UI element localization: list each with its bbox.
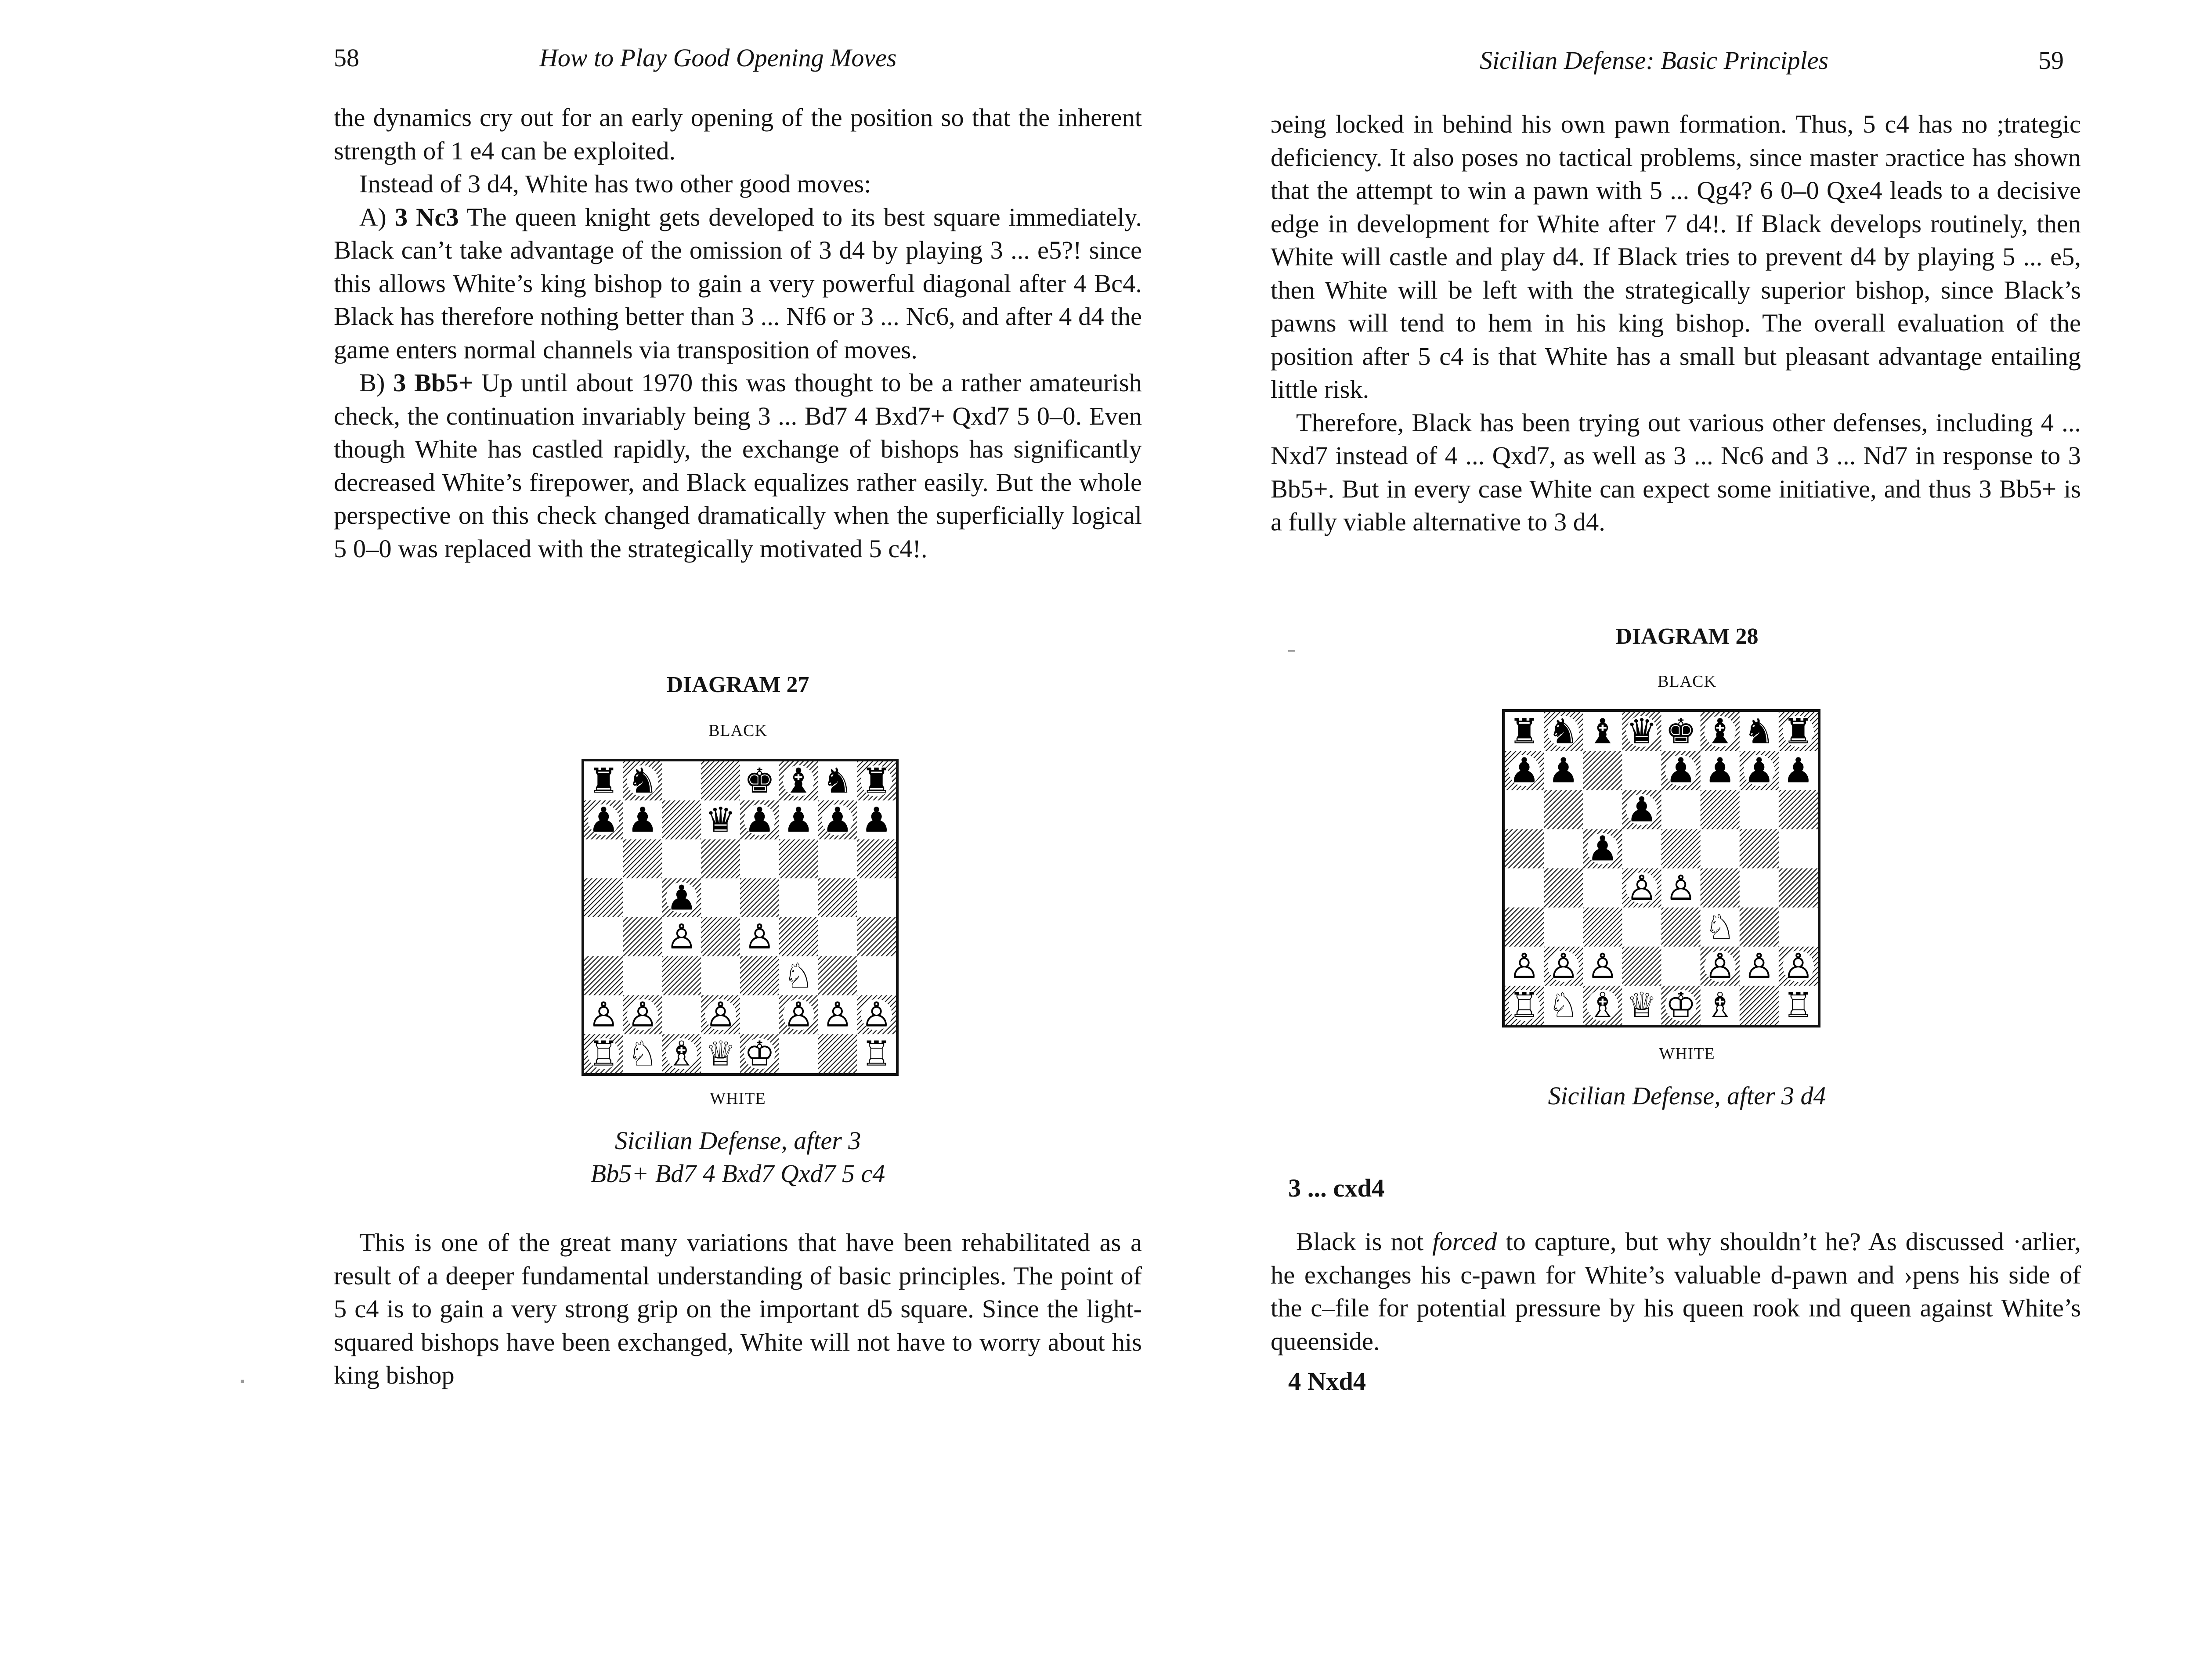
white-queen-icon: ♕ xyxy=(1626,985,1658,1025)
diagram-27-title: DIAGRAM 27 xyxy=(666,672,809,697)
white-pawn-icon: ♙ xyxy=(1705,946,1736,987)
dark-square-h4 xyxy=(857,917,896,956)
white-knight-icon: ♘ xyxy=(1705,907,1736,947)
dark-square-a3 xyxy=(584,956,623,995)
white-king-icon: ♔ xyxy=(744,1034,775,1073)
black-pawn-icon: ♟ xyxy=(783,800,814,840)
black-rook-icon: ♜ xyxy=(861,761,892,801)
left-para-5: This is one of the great many variations that have been rehabilitated as a result of a deeper fundamental understanding of basic principles. The point of 5 c4 is to gain a very strong grip on the important d5 square. Since the light-squared bishops have been exchanged, White will not have to worry about his king bishop xyxy=(334,1228,1142,1389)
black-pawn-icon: ♟ xyxy=(1705,750,1736,791)
left-para-3: A) 3 Nc3 The queen knight gets developed to its best square immediately. Black can’t take advantage of the omission of 3 d4 by playing 3 ... e5?! since this allows White’s king bishop to gain a very powerful diagonal after 4 Bc4. Black has therefore nothing better than 3 ... Nf6 or 3 ... Nc6, and after 4 d4 the game enters normal channels via transposition of moves. xyxy=(334,202,1142,364)
move-3-nc3: 3 Nc3 xyxy=(394,202,459,231)
black-king-icon: ♚ xyxy=(1665,712,1697,752)
white-queen-icon: ♕ xyxy=(705,1034,736,1073)
black-rook-icon: ♜ xyxy=(588,761,619,801)
diagram-28-caption: Sicilian Defense, after 3 d4 xyxy=(1548,1082,1826,1110)
dark-square-f6 xyxy=(1701,790,1740,829)
dark-square-f6 xyxy=(779,840,818,879)
right-running-head: Sicilian Defense: Basic Principles xyxy=(1480,46,1829,75)
black-pawn-icon: ♟ xyxy=(744,800,775,840)
right-para-3: Black is not forced to capture, but why shouldn’t he? As discussed ·arlier, he exchanges his c-pawn for White’s valuable d-pawn and ›pens his side of the c–file for potential pressure by his queen rook ınd queen against White’s queenside. xyxy=(1271,1227,2081,1356)
diagram-28-svg xyxy=(1505,712,1818,1025)
diagram-28-title: DIAGRAM 28 xyxy=(1615,624,1759,649)
black-pawn-icon: ♟ xyxy=(1509,750,1540,791)
dark-square-a3 xyxy=(1505,908,1544,947)
black-pawn-icon: ♟ xyxy=(666,878,697,918)
white-pawn-icon: ♙ xyxy=(861,995,892,1035)
white-pawn-icon: ♙ xyxy=(1587,946,1618,987)
dark-square-b4 xyxy=(623,917,662,956)
right-para-1: ɔeing locked in behind his own pawn formation. Thus, 5 c4 has no ;trategic deficiency. It also poses no tactical problems, since master ɔractice has shown that the attempt to win a pawn with 5 ... Qg4? 6 0–0 Qxe4 leads to a decisive edge in development for White after 7 d4!. If Black develops routinely, then White will castle and play d4. If Black tries to prevent d4 by playing 5 ... e5, then White will be left with the strategically superior bishop, since Black’s pawns will tend to hem in his king bishop. The overall evaluation of the position after 5 c4 is that White has a small but pleasant advantage entailing little risk. xyxy=(1271,110,2081,404)
dark-square-c3 xyxy=(662,956,701,995)
right-para-2: Therefore, Black has been trying out various other defenses, including 4 ... Nxd7 instead of 4 ... Qxd7, as well as 3 ... Nc6 and 3 ... Nd7 in response to 3 Bb5+. But in every case White can expect some initiative, and thus 3 Bb5+ is a fully viable alternative to 3 d4. xyxy=(1271,408,2081,536)
diagram-28-white-label: WHITE xyxy=(1659,1045,1715,1063)
dark-square-b4 xyxy=(1544,869,1583,908)
black-pawn-icon: ♟ xyxy=(861,800,892,840)
white-rook-icon: ♖ xyxy=(861,1034,892,1073)
left-para-1: the dynamics cry out for an early opening of the position so that the inherent strength of 1 e4 can be exploited. xyxy=(334,103,1142,165)
diagram-28-black-label: BLACK xyxy=(1658,672,1716,691)
black-pawn-icon: ♟ xyxy=(1548,750,1579,791)
dark-square-h6 xyxy=(857,840,896,879)
black-king-icon: ♚ xyxy=(744,761,775,801)
dark-square-a5 xyxy=(1505,829,1544,868)
white-pawn-icon: ♙ xyxy=(1665,868,1697,908)
white-knight-icon: ♘ xyxy=(1548,985,1579,1025)
dark-square-g1 xyxy=(1740,986,1779,1025)
black-pawn-icon: ♟ xyxy=(1744,750,1775,791)
black-knight-icon: ♞ xyxy=(822,761,853,801)
move-4-nxd4: 4 Nxd4 xyxy=(1288,1367,1366,1395)
dark-square-h4 xyxy=(1779,869,1818,908)
left-page-number: 58 xyxy=(334,43,359,72)
white-pawn-icon: ♙ xyxy=(1548,946,1579,987)
dark-square-g3 xyxy=(1740,908,1779,947)
dark-square-d8 xyxy=(701,761,740,800)
white-pawn-icon: ♙ xyxy=(1744,946,1775,987)
dark-square-e3 xyxy=(1661,908,1701,947)
left-running-head: How to Play Good Opening Moves xyxy=(539,43,897,72)
diagram-27-board xyxy=(582,759,899,1076)
left-para-2: Instead of 3 d4, White has two other good moves: xyxy=(359,169,871,198)
dark-square-f4 xyxy=(1701,869,1740,908)
dark-square-d2 xyxy=(1622,947,1661,986)
white-pawn-icon: ♙ xyxy=(588,995,619,1035)
white-pawn-icon: ♙ xyxy=(783,995,814,1035)
left-para-4: B) 3 Bb5+ Up until about 1970 this was thought to be a rather amateurish check, the continuation invariably being 3 ... Bd7 4 Bxd7+ Qxd7 5 0–0. Even though White has castled rapidly, the exchange of bishops has significantly decreased White’s firepower, and Black equalizes rather easily. But the whole perspective on this check changed dramatically when the superficially logical 5 0–0 was replaced with the strategically motivated 5 c4!. xyxy=(334,368,1142,563)
dark-square-c7 xyxy=(662,800,701,840)
white-pawn-icon: ♙ xyxy=(666,917,697,957)
black-knight-icon: ♞ xyxy=(1548,712,1579,752)
black-pawn-icon: ♟ xyxy=(1626,790,1658,830)
white-rook-icon: ♖ xyxy=(588,1034,619,1073)
white-rook-icon: ♖ xyxy=(1783,985,1814,1025)
right-top-text xyxy=(1271,108,2081,539)
dark-square-g3 xyxy=(818,956,857,995)
scan-speck xyxy=(1288,650,1295,652)
dark-square-c7 xyxy=(1583,751,1622,790)
black-bishop-icon: ♝ xyxy=(1705,712,1736,752)
black-rook-icon: ♜ xyxy=(1509,712,1540,752)
scan-speck xyxy=(241,1380,244,1383)
white-pawn-icon: ♙ xyxy=(627,995,658,1035)
dark-square-a5 xyxy=(584,878,623,917)
white-pawn-icon: ♙ xyxy=(705,995,736,1035)
black-knight-icon: ♞ xyxy=(1744,712,1775,752)
dark-square-h6 xyxy=(1779,790,1818,829)
white-bishop-icon: ♗ xyxy=(1705,985,1736,1025)
dark-square-f4 xyxy=(779,917,818,956)
dark-square-c3 xyxy=(1583,908,1622,947)
dark-square-b6 xyxy=(623,840,662,879)
black-rook-icon: ♜ xyxy=(1783,712,1814,752)
diagram-27-white-label: WHITE xyxy=(710,1089,766,1108)
white-pawn-icon: ♙ xyxy=(744,917,775,957)
white-pawn-icon: ♙ xyxy=(1509,946,1540,987)
white-pawn-icon: ♙ xyxy=(1626,868,1658,908)
white-pawn-icon: ♙ xyxy=(1783,946,1814,987)
white-pawn-icon: ♙ xyxy=(822,995,853,1035)
white-bishop-icon: ♗ xyxy=(666,1034,697,1073)
black-queen-icon: ♛ xyxy=(1626,712,1658,752)
dark-square-g5 xyxy=(818,878,857,917)
dark-square-d6 xyxy=(701,840,740,879)
black-queen-icon: ♛ xyxy=(705,800,736,840)
dark-square-d4 xyxy=(701,917,740,956)
black-pawn-icon: ♟ xyxy=(1587,829,1618,869)
dark-square-g1 xyxy=(818,1034,857,1073)
diagram-27-svg xyxy=(584,761,896,1073)
white-rook-icon: ♖ xyxy=(1509,985,1540,1025)
black-bishop-icon: ♝ xyxy=(1587,712,1618,752)
right-page-number: 59 xyxy=(2038,46,2064,75)
black-pawn-icon: ♟ xyxy=(588,800,619,840)
dark-square-g5 xyxy=(1740,829,1779,868)
move-3-cxd4: 3 ... cxd4 xyxy=(1288,1174,1385,1202)
diagram-27-black-label: BLACK xyxy=(708,721,767,740)
white-bishop-icon: ♗ xyxy=(1587,985,1618,1025)
black-pawn-icon: ♟ xyxy=(822,800,853,840)
dark-square-b6 xyxy=(1544,790,1583,829)
dark-square-e5 xyxy=(1661,829,1701,868)
black-knight-icon: ♞ xyxy=(627,761,658,801)
diagram-27-caption: Sicilian Defense, after 3 Bb5+ Bd7 4 Bxd7 Qxd7 5 c4 xyxy=(590,1126,885,1188)
white-knight-icon: ♘ xyxy=(627,1034,658,1073)
black-bishop-icon: ♝ xyxy=(783,761,814,801)
left-top-text xyxy=(334,101,1142,565)
black-pawn-icon: ♟ xyxy=(1783,750,1814,791)
white-king-icon: ♔ xyxy=(1665,985,1697,1025)
dark-square-e5 xyxy=(740,878,779,917)
white-knight-icon: ♘ xyxy=(783,956,814,996)
right-page xyxy=(1154,0,2196,1680)
black-pawn-icon: ♟ xyxy=(627,800,658,840)
dark-square-e3 xyxy=(740,956,779,995)
diagram-28-board xyxy=(1502,709,1820,1027)
move-3-bb5: 3 Bb5+ xyxy=(393,368,473,397)
black-pawn-icon: ♟ xyxy=(1665,750,1697,791)
